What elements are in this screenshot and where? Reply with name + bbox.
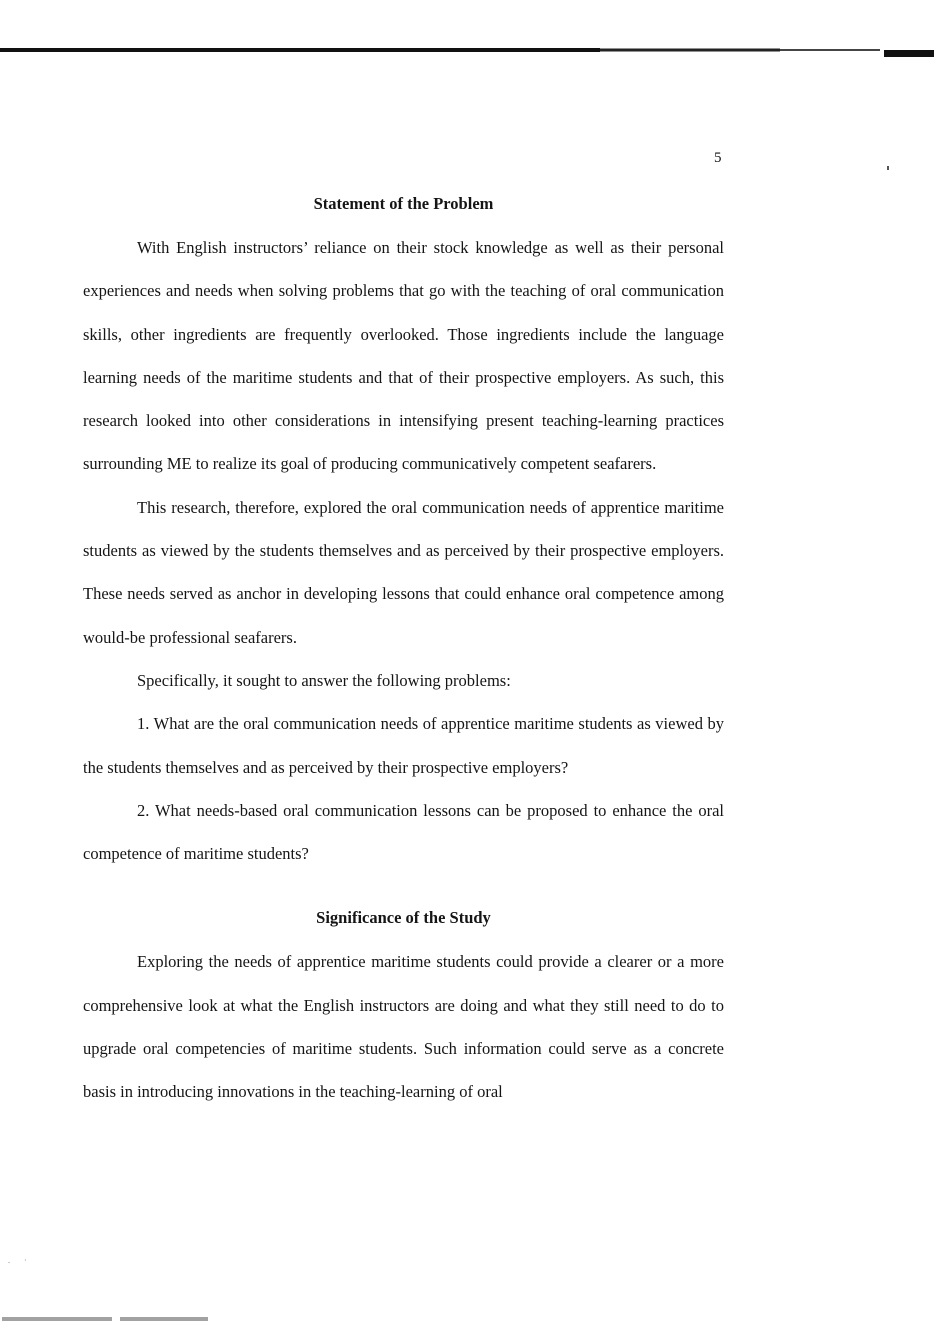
paragraph: Exploring the needs of apprentice maritime students could provide a clearer or a more comprehensive look at what the English instructors are doing and what they still need to do to upgrade oral competencies of maritime students. Such information could serve as a concrete basis in introducing innovations in the teaching-learning of oral <box>83 952 724 1102</box>
library-watermark <box>2 1314 212 1324</box>
paragraph: This research, therefore, explored the oral communication needs of apprentice maritime students as viewed by the students themselves and as perceived by their prospective employers. These needs served as anchor in developing lessons that could enhance oral competence among would-be professional seafarers. <box>83 497 724 647</box>
page-body <box>83 182 724 1114</box>
scan-speck <box>887 166 889 170</box>
scan-dots: . · <box>8 1256 33 1265</box>
paragraph: With English instructors’ reliance on their stock knowledge as well as their personal experiences and needs when solving problems that go with the teaching of oral communication skills, other ingredients are frequently overlooked. Those ingredients include the language learning needs of the maritime students and that of their prospective employers. As such, this research looked into other considerations in intensifying present teaching-learning practices surrounding ME to realize its goal of producing communicatively competent seafarers. <box>83 238 724 474</box>
paragraph: Specifically, it sought to answer the following problems: <box>137 670 511 690</box>
page-number: 5 <box>714 150 722 166</box>
section-heading-significance: Significance of the Study <box>316 908 491 928</box>
scan-edge-bar <box>0 45 934 57</box>
problem-item-1: 1. What are the oral communication needs of apprentice maritime students as viewed by the students themselves and as perceived by their prospective employers? <box>83 714 724 777</box>
section-heading-statement: Statement of the Problem <box>313 194 494 213</box>
problem-item-2: 2. What needs-based oral communication lessons can be proposed to enhance the oral competence of maritime students? <box>83 800 724 864</box>
